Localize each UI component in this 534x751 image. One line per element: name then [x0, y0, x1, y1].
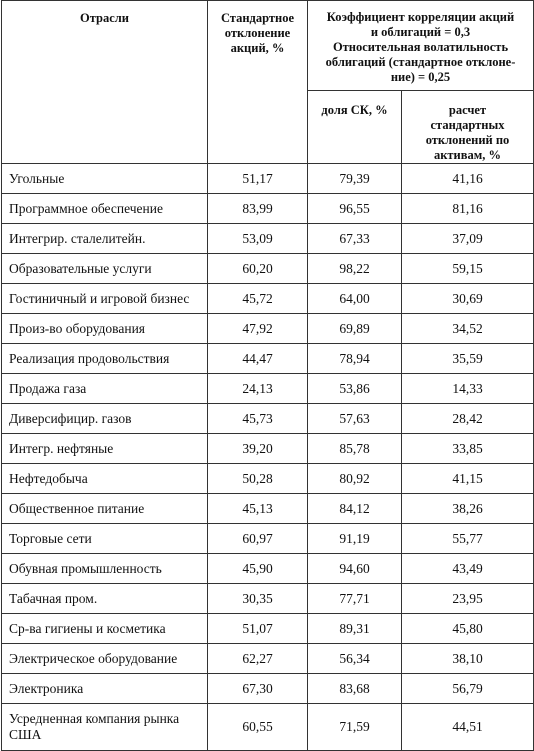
asset-std-cell: 55,77: [402, 524, 534, 554]
equity-share-cell: 89,31: [308, 614, 402, 644]
asset-std-cell: 44,51: [402, 704, 534, 751]
table-row: [2, 404, 534, 434]
std-dev-cell: 83,99: [208, 194, 308, 224]
sector-cell: Образовательные услуги: [2, 254, 208, 284]
table-row: [2, 704, 534, 751]
sector-cell: Диверсифицир. газов: [2, 404, 208, 434]
sector-cell: Торговые сети: [2, 524, 208, 554]
std-dev-cell: 67,30: [208, 674, 308, 704]
asset-std-cell: 23,95: [402, 584, 534, 614]
header-std-dev: [208, 1, 308, 164]
equity-share-cell: 77,71: [308, 584, 402, 614]
table-row: [2, 464, 534, 494]
equity-share-cell: 98,22: [308, 254, 402, 284]
equity-share-cell: 57,63: [308, 404, 402, 434]
sector-cell: Произ-во оборудования: [2, 314, 208, 344]
std-dev-cell: 60,20: [208, 254, 308, 284]
equity-share-cell: 84,12: [308, 494, 402, 524]
table-row: [2, 224, 534, 254]
asset-std-cell: 38,26: [402, 494, 534, 524]
equity-share-cell: 69,89: [308, 314, 402, 344]
table-row: [2, 434, 534, 464]
table-row: [2, 584, 534, 614]
table-row: [2, 164, 534, 194]
table-row: [2, 644, 534, 674]
equity-share-cell: 79,39: [308, 164, 402, 194]
std-dev-cell: 45,73: [208, 404, 308, 434]
asset-std-cell: 34,52: [402, 314, 534, 344]
equity-share-cell: 83,68: [308, 674, 402, 704]
std-dev-cell: 45,72: [208, 284, 308, 314]
sector-cell: Ср-ва гигиены и косметика: [2, 614, 208, 644]
asset-std-cell: 43,49: [402, 554, 534, 584]
header-correlation: [308, 1, 534, 91]
asset-std-cell: 81,16: [402, 194, 534, 224]
sector-cell: Табачная пром.: [2, 584, 208, 614]
sector-cell: Нефтедобыча: [2, 464, 208, 494]
std-dev-cell: 45,90: [208, 554, 308, 584]
asset-std-cell: 14,33: [402, 374, 534, 404]
sector-cell: Гостиничный и игровой бизнес: [2, 284, 208, 314]
std-dev-cell: 60,55: [208, 704, 308, 751]
sector-cell: Программное обеспечение: [2, 194, 208, 224]
asset-std-cell: 56,79: [402, 674, 534, 704]
asset-std-cell: 59,15: [402, 254, 534, 284]
sector-cell: Электроника: [2, 674, 208, 704]
equity-share-cell: 56,34: [308, 644, 402, 674]
header-corr-line2: и облигаций = 0,3: [370, 25, 471, 39]
header-asset-std-label: расчет стандартных отклонений по активам, %: [425, 103, 510, 162]
std-dev-cell: 44,47: [208, 344, 308, 374]
sector-cell: Интегрир. сталелитейн.: [2, 224, 208, 254]
asset-std-cell: 45,80: [402, 614, 534, 644]
asset-std-cell: 30,69: [402, 284, 534, 314]
equity-share-cell: 71,59: [308, 704, 402, 751]
sector-cell: Продажа газа: [2, 374, 208, 404]
header-std-dev-label: Стандартное отклонение акций, %: [220, 11, 295, 55]
header-sector: Отрасли: [2, 1, 208, 164]
sector-cell: Общественное питание: [2, 494, 208, 524]
std-dev-cell: 39,20: [208, 434, 308, 464]
header-corr-line1: Коэффициент корреляции акций: [326, 10, 515, 24]
equity-share-cell: 80,92: [308, 464, 402, 494]
table-row: [2, 314, 534, 344]
table-row: [2, 374, 534, 404]
std-dev-cell: 60,97: [208, 524, 308, 554]
sector-cell: Реализация продовольствия: [2, 344, 208, 374]
std-dev-cell: 47,92: [208, 314, 308, 344]
sector-cell: Угольные: [2, 164, 208, 194]
equity-share-cell: 64,00: [308, 284, 402, 314]
table-row: [2, 614, 534, 644]
table-row: [2, 524, 534, 554]
asset-std-cell: 33,85: [402, 434, 534, 464]
asset-std-cell: 28,42: [402, 404, 534, 434]
sector-cell: Интегр. нефтяные: [2, 434, 208, 464]
std-dev-cell: 24,13: [208, 374, 308, 404]
asset-std-cell: 35,59: [402, 344, 534, 374]
table-row: [2, 674, 534, 704]
equity-share-cell: 67,33: [308, 224, 402, 254]
std-dev-cell: 45,13: [208, 494, 308, 524]
table-row: [2, 344, 534, 374]
sector-cell: Усредненная компания рынка США: [2, 704, 208, 751]
std-dev-cell: 30,35: [208, 584, 308, 614]
equity-share-cell: 78,94: [308, 344, 402, 374]
sector-cell: Обувная промышленность: [2, 554, 208, 584]
asset-std-cell: 38,10: [402, 644, 534, 674]
std-dev-cell: 51,07: [208, 614, 308, 644]
header-equity-share: доля СК, %: [308, 91, 402, 164]
table-row: [2, 254, 534, 284]
header-vol-line1: Относительная волатильность: [332, 40, 509, 54]
table-row: [2, 284, 534, 314]
equity-share-cell: 53,86: [308, 374, 402, 404]
equity-share-cell: 96,55: [308, 194, 402, 224]
equity-share-cell: 91,19: [308, 524, 402, 554]
std-dev-cell: 50,28: [208, 464, 308, 494]
header-vol-line2: облигаций (стандартное отклоне-: [325, 55, 516, 69]
header-vol-line3: ние) = 0,25: [390, 70, 451, 84]
asset-std-cell: 41,16: [402, 164, 534, 194]
std-dev-cell: 53,09: [208, 224, 308, 254]
table-row: [2, 494, 534, 524]
std-dev-cell: 51,17: [208, 164, 308, 194]
table-row: [2, 554, 534, 584]
table-row: [2, 194, 534, 224]
equity-share-cell: 85,78: [308, 434, 402, 464]
header-asset-std: [402, 91, 534, 164]
asset-std-cell: 37,09: [402, 224, 534, 254]
sector-cell: Электрическое оборудование: [2, 644, 208, 674]
std-dev-cell: 62,27: [208, 644, 308, 674]
asset-std-cell: 41,15: [402, 464, 534, 494]
equity-share-cell: 94,60: [308, 554, 402, 584]
volatility-table: [1, 0, 534, 751]
